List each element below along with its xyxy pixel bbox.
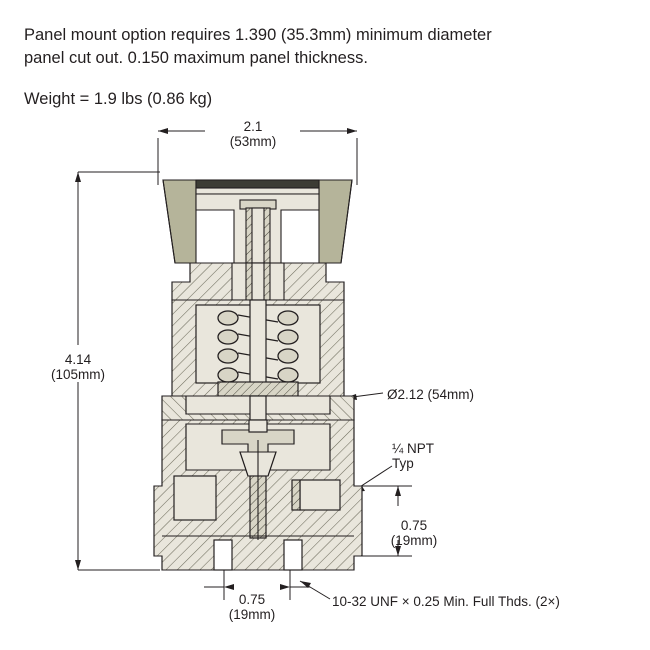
dimension-bottom-offset-label — [212, 592, 292, 622]
port-npt-label — [392, 441, 434, 471]
panel-mount-note-line2: panel cut out. 0.150 maximum panel thickness. — [24, 49, 368, 67]
dimension-right-offset-value: 0.75 — [400, 518, 428, 533]
dimension-right-offset-label — [384, 518, 444, 548]
dimension-height-value: 4.14 — [64, 352, 92, 367]
dimension-bottom-offset-metric: (19mm) — [228, 607, 276, 622]
dimension-bottom-offset-value: 0.75 — [238, 592, 266, 607]
port-npt-line2: Typ — [392, 456, 414, 471]
valve-bonnet — [172, 263, 344, 300]
thread-note-label: 10-32 UNF × 0.25 Min. Full Thds. (2×) — [332, 594, 560, 609]
weight-note: Weight = 1.9 lbs (0.86 kg) — [24, 90, 213, 108]
dimension-height-metric: (105mm) — [50, 367, 105, 382]
dimension-width-value: 2.1 — [243, 119, 263, 134]
port-npt-line1: ¼ NPT — [392, 441, 435, 456]
spring-chamber — [172, 300, 344, 396]
leader-threads — [300, 581, 330, 599]
diaphragm-flange — [162, 396, 354, 420]
dimension-width-label — [208, 119, 298, 149]
valve-stem-upper — [246, 208, 270, 268]
dimension-right-offset-metric: (19mm) — [390, 533, 438, 548]
dimension-diameter-label: Ø2.12 (54mm) — [387, 387, 475, 402]
panel-mount-note-line1: Panel mount option requires 1.390 (35.3mm) minimum diameter — [24, 26, 492, 44]
dimension-width-metric: (53mm) — [229, 134, 277, 149]
valve-body — [154, 420, 362, 570]
dimension-height-label — [40, 352, 116, 382]
